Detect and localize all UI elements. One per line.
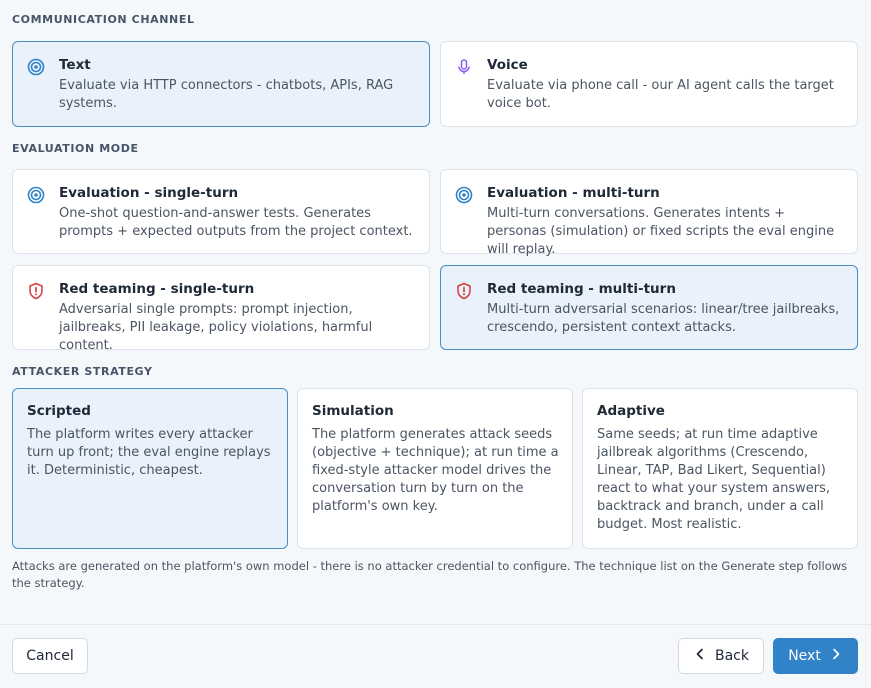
target-icon: [27, 186, 45, 204]
channel-option-voice[interactable]: [440, 41, 858, 127]
next-button[interactable]: [773, 638, 858, 674]
section-title-communication-channel: COMMUNICATION CHANNEL: [12, 13, 195, 26]
cancel-button-label: Cancel: [26, 648, 74, 664]
option-description: Adversarial single prompts: prompt injection, jailbreaks, PII leakage, policy violations, harmful content.: [59, 302, 373, 353]
channel-option-text[interactable]: [12, 41, 430, 127]
section-title-evaluation-mode: EVALUATION MODE: [12, 142, 139, 155]
option-title: Scripted: [27, 403, 91, 419]
option-description: Evaluate via phone call - our AI agent calls the target voice bot.: [487, 78, 834, 111]
option-description: Multi-turn conversations. Generates intents + personas (simulation) or fixed scripts the eval engine will replay.: [487, 206, 835, 257]
next-button-label: Next: [788, 648, 821, 664]
option-description: The platform writes every attacker turn up front; the eval engine replays it. Deterministic, cheapest.: [27, 427, 271, 478]
option-title: Text: [59, 57, 91, 73]
shield-alert-icon: [27, 282, 45, 300]
option-description: The platform generates attack seeds (objective + technique); at run time a fixed-style attacker model drives the conversation turn by turn on the platform's own key.: [312, 427, 559, 514]
option-title: Red teaming - single-turn: [59, 281, 255, 297]
mode-option-evaluation-single-turn[interactable]: [12, 169, 430, 254]
option-title: Adaptive: [597, 403, 665, 419]
option-description: Same seeds; at run time adaptive jailbreak algorithms (Crescendo, Linear, TAP, Bad Likert, Sequential) react to what your system answers, backtrack and branch, under a call budget. Most realistic.: [597, 427, 831, 532]
option-title: Evaluation - multi-turn: [487, 185, 660, 201]
chevron-left-icon: [693, 647, 707, 665]
mode-option-red-teaming-single-turn[interactable]: [12, 265, 430, 353]
strategy-option-scripted[interactable]: [12, 388, 288, 549]
target-icon: [27, 58, 45, 76]
chevron-right-icon: [829, 647, 843, 665]
cancel-button[interactable]: [12, 638, 88, 674]
option-title: Red teaming - multi-turn: [487, 281, 676, 297]
option-title: Voice: [487, 57, 528, 73]
option-title: Simulation: [312, 403, 394, 419]
shield-alert-icon: [455, 282, 473, 300]
mode-option-red-teaming-multi-turn[interactable]: [440, 265, 858, 350]
footer-divider: [0, 624, 871, 625]
option-description: Evaluate via HTTP connectors - chatbots, APIs, RAG systems.: [59, 78, 394, 111]
mode-option-evaluation-multi-turn[interactable]: [440, 169, 858, 257]
section-title-attacker-strategy: ATTACKER STRATEGY: [12, 365, 153, 378]
back-button[interactable]: [678, 638, 764, 674]
strategy-option-adaptive[interactable]: [582, 388, 858, 549]
back-button-label: Back: [715, 648, 749, 664]
option-description: One-shot question-and-answer tests. Generates prompts + expected outputs from the project context.: [59, 206, 413, 239]
strategy-option-simulation[interactable]: [297, 388, 573, 549]
target-icon: [455, 186, 473, 204]
option-description: Multi-turn adversarial scenarios: linear/tree jailbreaks, crescendo, persistent context attacks.: [487, 302, 840, 335]
option-title: Evaluation - single-turn: [59, 185, 239, 201]
attacker-strategy-note: Attacks are generated on the platform's own model - there is no attacker credential to configure. The technique list on the Generate step follows the strategy.: [12, 559, 848, 590]
microphone-icon: [455, 58, 473, 76]
